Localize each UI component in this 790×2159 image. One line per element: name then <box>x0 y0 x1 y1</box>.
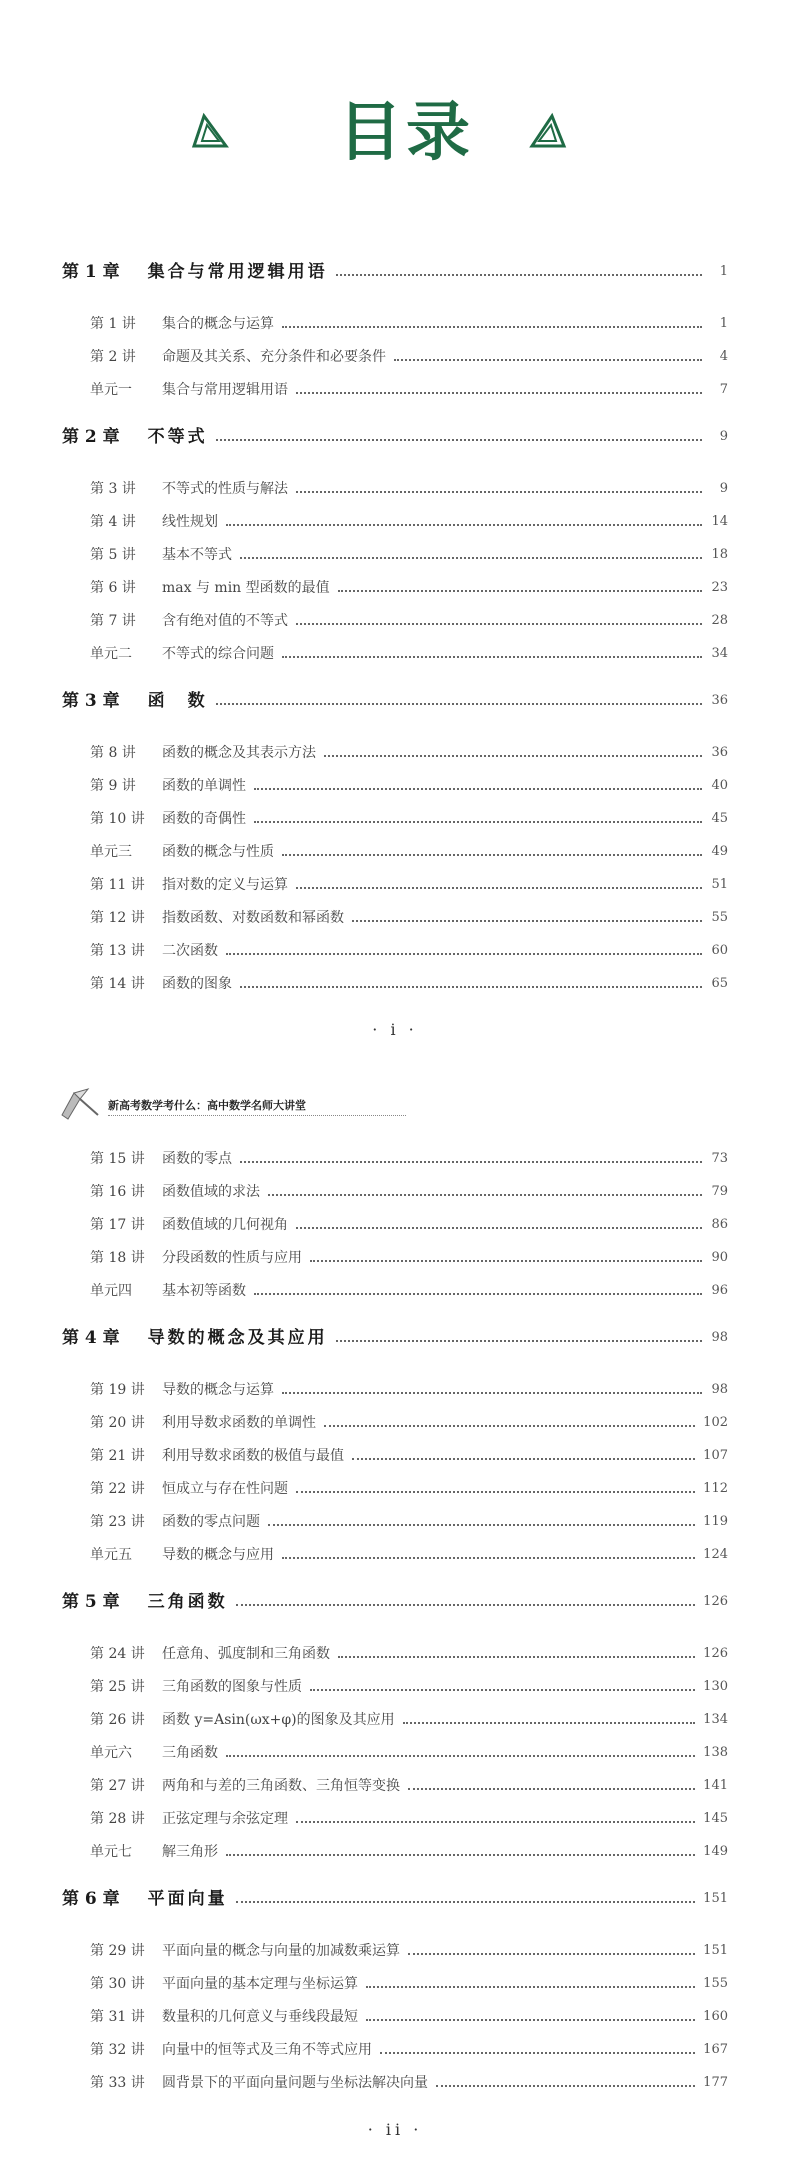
toc-entry-row[interactable] <box>90 1708 728 1732</box>
toc-entry-row[interactable] <box>90 576 728 600</box>
toc-chapter-row[interactable] <box>62 1887 728 1911</box>
toc-page-number: 151 <box>703 1943 728 1958</box>
toc-title: 向量中的恒等式及三角不等式应用 <box>162 2042 372 2058</box>
toc-entry-row[interactable] <box>90 642 728 666</box>
toc-number: 第 20 讲 <box>90 1415 145 1431</box>
toc-page-number: 9 <box>719 481 728 496</box>
toc-number: 第 24 讲 <box>90 1646 145 1662</box>
toc-page-number: 45 <box>711 811 728 826</box>
toc-title: 平面向量 <box>147 1889 228 1909</box>
toc-number: 第 12 讲 <box>90 910 145 926</box>
toc-entry-row[interactable] <box>90 1675 728 1699</box>
toc-title: 函数 y=Asin(ωx+φ)的图象及其应用 <box>162 1712 395 1728</box>
dot-leader <box>296 623 702 625</box>
dot-leader <box>310 1689 695 1691</box>
toc-entry-row[interactable] <box>90 1378 728 1402</box>
toc-page-number: 96 <box>711 1283 728 1298</box>
toc-number: 第 22 讲 <box>90 1481 145 1497</box>
toc-page-number: 4 <box>719 349 728 364</box>
toc-title: 基本初等函数 <box>162 1283 246 1299</box>
triangle-ornament-icon <box>190 110 230 150</box>
toc-page-number: 141 <box>703 1778 728 1793</box>
toc-number: 第 9 讲 <box>90 778 136 794</box>
toc-page-number: 79 <box>711 1184 728 1199</box>
toc-page-number: 177 <box>703 2075 728 2090</box>
toc-page-number: 112 <box>703 1481 728 1496</box>
dot-leader <box>296 392 702 394</box>
toc-entry-row[interactable] <box>90 1741 728 1765</box>
toc-number: 第 1 讲 <box>90 316 136 332</box>
toc-chapter-row[interactable] <box>62 425 728 449</box>
toc-page-number: 107 <box>703 1448 728 1463</box>
toc-title: 平面向量的基本定理与坐标运算 <box>162 1976 358 1992</box>
toc-title: 两角和与差的三角函数、三角恒等变换 <box>162 1778 400 1794</box>
toc-page-number: 98 <box>711 1330 728 1345</box>
toc-number: 第 11 讲 <box>90 877 145 893</box>
toc-entry-row[interactable] <box>90 1477 728 1501</box>
toc-page-number: 145 <box>703 1811 728 1826</box>
toc-title: 函数的图象 <box>162 976 232 992</box>
toc-entry-row[interactable] <box>90 510 728 534</box>
toc-entry-row[interactable] <box>90 1840 728 1864</box>
toc-chapter-row[interactable] <box>62 260 728 284</box>
dot-leader <box>254 821 702 823</box>
toc-page-number: 28 <box>711 613 728 628</box>
toc-entry-row[interactable] <box>90 1444 728 1468</box>
toc-entry-row[interactable] <box>90 609 728 633</box>
toc-page-number: 151 <box>703 1891 728 1906</box>
toc-number: 第 23 讲 <box>90 1514 145 1530</box>
toc-page-number: 14 <box>711 514 728 529</box>
toc-number: 第 18 讲 <box>90 1250 145 1266</box>
toc-page-number: 36 <box>711 745 728 760</box>
toc-page-number: 18 <box>711 547 728 562</box>
toc-entry-row[interactable] <box>90 840 728 864</box>
toc-page-number: 98 <box>711 1382 728 1397</box>
dot-leader <box>282 1392 702 1394</box>
toc-number: 第 19 讲 <box>90 1382 145 1398</box>
toc-entry-row[interactable] <box>90 1213 728 1237</box>
toc-page-number: 119 <box>703 1514 728 1529</box>
dot-leader <box>310 1260 702 1262</box>
toc-title: 含有绝对值的不等式 <box>162 613 288 629</box>
toc-entry-row[interactable] <box>90 543 728 567</box>
toc-chapter-row[interactable] <box>62 689 728 713</box>
toc-page-number: 134 <box>703 1712 728 1727</box>
dot-leader <box>282 326 702 328</box>
page-title: 目录 <box>338 96 474 170</box>
dot-leader <box>336 274 702 276</box>
dot-leader <box>268 1194 702 1196</box>
toc-number: 第 10 讲 <box>90 811 145 827</box>
toc-entry-row[interactable] <box>90 2038 728 2062</box>
dot-leader <box>394 359 702 361</box>
dot-leader <box>240 1161 702 1163</box>
toc-number: 第 14 讲 <box>90 976 145 992</box>
dot-leader <box>216 703 702 705</box>
dot-leader <box>226 524 702 526</box>
header-divider <box>108 1115 406 1116</box>
dot-leader <box>236 1901 696 1903</box>
toc-page-number: 36 <box>711 693 728 708</box>
toc-page-number: 73 <box>711 1151 728 1166</box>
toc-entry-row[interactable] <box>90 972 728 996</box>
dot-leader <box>226 1854 695 1856</box>
toc-number: 第 28 讲 <box>90 1811 145 1827</box>
dot-leader <box>338 1656 695 1658</box>
toc-page-number: 167 <box>703 2042 728 2057</box>
toc-number: 第 29 讲 <box>90 1943 145 1959</box>
toc-page-number: 34 <box>711 646 728 661</box>
toc-entry-row[interactable] <box>90 1972 728 1996</box>
triangle-ornament-icon <box>528 110 568 150</box>
dot-leader <box>216 439 702 441</box>
toc-title: 集合的概念与运算 <box>162 316 274 332</box>
toc-page-number: 51 <box>711 877 728 892</box>
dot-leader <box>366 2019 695 2021</box>
toc-number: 第 30 讲 <box>90 1976 145 1992</box>
toc-title: 利用导数求函数的单调性 <box>162 1415 316 1431</box>
toc-number: 第 8 讲 <box>90 745 136 761</box>
toc-number: 第 6 章 <box>62 1889 120 1909</box>
toc-page-number: 86 <box>711 1217 728 1232</box>
toc-entry-row[interactable] <box>90 1279 728 1303</box>
dot-leader <box>236 1604 696 1606</box>
toc-entry-row[interactable] <box>90 2071 728 2095</box>
toc-number: 第 31 讲 <box>90 2009 145 2025</box>
toc-entry-row[interactable] <box>90 873 728 897</box>
toc-title: 三角函数的图象与性质 <box>162 1679 302 1695</box>
toc-title: 线性规划 <box>162 514 218 530</box>
toc-title: 函数的零点问题 <box>162 1514 260 1530</box>
toc-page-number: 49 <box>711 844 728 859</box>
toc-page-number: 124 <box>703 1547 728 1562</box>
toc-entry-row[interactable] <box>90 939 728 963</box>
dot-leader <box>338 590 702 592</box>
toc-title: 不等式的综合问题 <box>162 646 274 662</box>
toc-chapter-row[interactable] <box>62 1590 728 1614</box>
toc-entry-row[interactable] <box>90 477 728 501</box>
dot-leader <box>282 1557 695 1559</box>
toc-number: 第 7 讲 <box>90 613 136 629</box>
toc-title: 任意角、弧度制和三角函数 <box>162 1646 330 1662</box>
toc-title: 利用导数求函数的极值与最值 <box>162 1448 344 1464</box>
toc-entry-row[interactable] <box>90 906 728 930</box>
toc-title: 二次函数 <box>162 943 218 959</box>
toc-title: 解三角形 <box>162 1844 218 1860</box>
dot-leader <box>324 1425 695 1427</box>
toc-number: 单元六 <box>90 1745 132 1761</box>
dot-leader <box>296 1227 702 1229</box>
toc-title: 恒成立与存在性问题 <box>162 1481 288 1497</box>
toc-page-number: 90 <box>711 1250 728 1265</box>
toc-title: 函数的概念与性质 <box>162 844 274 860</box>
toc-number: 第 17 讲 <box>90 1217 145 1233</box>
toc-number: 单元二 <box>90 646 132 662</box>
toc-title: 函数的单调性 <box>162 778 246 794</box>
toc-entry-row[interactable] <box>90 312 728 336</box>
dot-leader <box>254 788 702 790</box>
toc-entry-row[interactable] <box>90 1411 728 1435</box>
dot-leader <box>324 755 702 757</box>
toc-page-number: 160 <box>703 2009 728 2024</box>
dot-leader <box>296 491 702 493</box>
dot-leader <box>226 1755 695 1757</box>
toc-page-number: 149 <box>703 1844 728 1859</box>
toc-title: 指对数的定义与运算 <box>162 877 288 893</box>
toc-number: 第 13 讲 <box>90 943 145 959</box>
toc-entry-row[interactable] <box>90 1510 728 1534</box>
toc-title: 三角函数 <box>147 1592 228 1612</box>
toc-entry-row[interactable] <box>90 1246 728 1270</box>
toc-title: 命题及其关系、充分条件和必要条件 <box>162 349 386 365</box>
toc-page-number: 55 <box>711 910 728 925</box>
toc-title: 不等式的性质与解法 <box>162 481 288 497</box>
toc-page-number: 40 <box>711 778 728 793</box>
toc-entry-row[interactable] <box>90 774 728 798</box>
dot-leader <box>296 887 702 889</box>
dot-leader <box>296 1821 695 1823</box>
toc-number: 单元七 <box>90 1844 132 1860</box>
toc-page-number: 1 <box>719 264 728 279</box>
book-header <box>58 1085 358 1121</box>
toc-entry-row[interactable] <box>90 2005 728 2029</box>
toc-title: 平面向量的概念与向量的加减数乘运算 <box>162 1943 400 1959</box>
toc-title: 函数值域的几何视角 <box>162 1217 288 1233</box>
toc-page-number: 7 <box>719 382 728 397</box>
toc-entry-row[interactable] <box>90 1807 728 1831</box>
dot-leader <box>226 953 702 955</box>
toc-number: 第 3 讲 <box>90 481 136 497</box>
toc-number: 单元三 <box>90 844 132 860</box>
page-number: · ii · <box>367 2120 423 2139</box>
toc-number: 单元五 <box>90 1547 132 1563</box>
toc-entry-row[interactable] <box>90 1543 728 1567</box>
toc-title: 函数值域的求法 <box>162 1184 260 1200</box>
toc-page-number: 60 <box>711 943 728 958</box>
toc-title: 集合与常用逻辑用语 <box>147 262 328 282</box>
toc-chapter-row[interactable] <box>62 1326 728 1350</box>
toc-title: max 与 min 型函数的最值 <box>162 580 330 596</box>
toc-number: 第 2 讲 <box>90 349 136 365</box>
toc-title: 函 数 <box>147 691 208 711</box>
dot-leader <box>408 1953 695 1955</box>
toc-page-number: 126 <box>703 1594 728 1609</box>
toc-title: 导数的概念与运算 <box>162 1382 274 1398</box>
toc-number: 第 21 讲 <box>90 1448 145 1464</box>
toc-title: 函数的概念及其表示方法 <box>162 745 316 761</box>
dot-leader <box>240 986 702 988</box>
dot-leader <box>352 1458 695 1460</box>
dot-leader <box>380 2052 695 2054</box>
toc-title: 圆背景下的平面向量问题与坐标法解决向量 <box>162 2075 428 2091</box>
toc-number: 单元四 <box>90 1283 132 1299</box>
toc-entry-row[interactable] <box>90 345 728 369</box>
toc-number: 第 5 讲 <box>90 547 136 563</box>
toc-page-number: 9 <box>719 429 728 444</box>
toc-page-number: 126 <box>703 1646 728 1661</box>
toc-entry-row[interactable] <box>90 1642 728 1666</box>
toc-title: 不等式 <box>147 427 208 447</box>
toc-title: 集合与常用逻辑用语 <box>162 382 288 398</box>
toc-page-number: 1 <box>719 316 728 331</box>
dot-leader <box>282 656 702 658</box>
toc-page-number: 155 <box>703 1976 728 1991</box>
dot-leader <box>403 1722 696 1724</box>
toc-number: 第 33 讲 <box>90 2075 145 2091</box>
dot-leader <box>296 1491 695 1493</box>
toc-number: 第 6 讲 <box>90 580 136 596</box>
header-banner-text: 新高考数学考什么：高中数学名师大讲堂 <box>108 1099 306 1112</box>
toc-title: 函数的奇偶性 <box>162 811 246 827</box>
toc-number: 第 2 章 <box>62 427 120 447</box>
toc-title: 数量积的几何意义与垂线段最短 <box>162 2009 358 2025</box>
toc-page-number: 102 <box>703 1415 728 1430</box>
toc-entry-row[interactable] <box>90 1774 728 1798</box>
toc-number: 第 26 讲 <box>90 1712 145 1728</box>
toc-number: 单元一 <box>90 382 132 398</box>
toc-title: 三角函数 <box>162 1745 218 1761</box>
page-number: · i · <box>372 1020 418 1039</box>
toc-title: 函数的零点 <box>162 1151 232 1167</box>
toc-title: 正弦定理与余弦定理 <box>162 1811 288 1827</box>
toc-number: 第 1 章 <box>62 262 120 282</box>
toc-number: 第 15 讲 <box>90 1151 145 1167</box>
dot-leader <box>408 1788 695 1790</box>
dot-leader <box>268 1524 695 1526</box>
toc-entry-row[interactable] <box>90 741 728 765</box>
toc-entry-row[interactable] <box>90 807 728 831</box>
toc-entry-row[interactable] <box>90 1147 728 1171</box>
pen-logo-icon <box>58 1085 102 1121</box>
toc-number: 第 3 章 <box>62 691 120 711</box>
toc-number: 第 4 章 <box>62 1328 120 1348</box>
toc-page-number: 130 <box>703 1679 728 1694</box>
dot-leader <box>436 2085 695 2087</box>
toc-title: 导数的概念与应用 <box>162 1547 274 1563</box>
toc-entry-row[interactable] <box>90 378 728 402</box>
dot-leader <box>240 557 702 559</box>
dot-leader <box>352 920 702 922</box>
toc-entry-row[interactable] <box>90 1939 728 1963</box>
toc-page-number: 65 <box>711 976 728 991</box>
dot-leader <box>336 1340 702 1342</box>
dot-leader <box>366 1986 695 1988</box>
toc-title: 导数的概念及其应用 <box>147 1328 328 1348</box>
toc-number: 第 4 讲 <box>90 514 136 530</box>
toc-number: 第 27 讲 <box>90 1778 145 1794</box>
toc-number: 第 25 讲 <box>90 1679 145 1695</box>
toc-number: 第 5 章 <box>62 1592 120 1612</box>
toc-number: 第 16 讲 <box>90 1184 145 1200</box>
toc-page-number: 23 <box>711 580 728 595</box>
toc-entry-row[interactable] <box>90 1180 728 1204</box>
toc-title: 基本不等式 <box>162 547 232 563</box>
toc-page-number: 138 <box>703 1745 728 1760</box>
dot-leader <box>282 854 702 856</box>
dot-leader <box>254 1293 702 1295</box>
title-block <box>0 88 790 178</box>
toc-number: 第 32 讲 <box>90 2042 145 2058</box>
toc-title: 指数函数、对数函数和幂函数 <box>162 910 344 926</box>
toc-title: 分段函数的性质与应用 <box>162 1250 302 1266</box>
